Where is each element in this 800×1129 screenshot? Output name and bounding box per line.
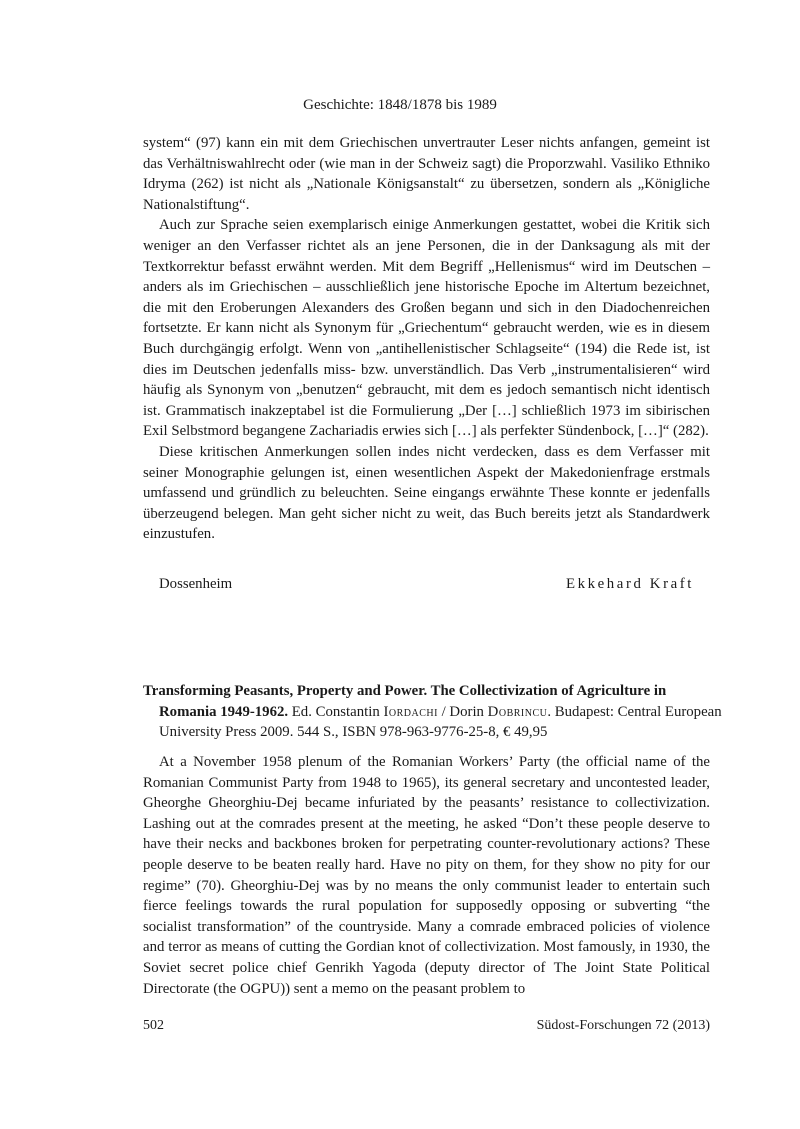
running-head: Geschichte: 1848/1878 bis 1989 (303, 97, 497, 113)
editor-separator: / Dorin (441, 703, 484, 720)
page-number: 502 (143, 1018, 164, 1033)
book-citation (143, 681, 726, 743)
book-title: Transforming Peasants, Property and Power. The Collectivization of Agriculture in Romania 1949-1962. (143, 683, 667, 720)
publication-details: . Budapest: Central European University Press 2009. 544 S., ISBN 978-963-9776-25-8, € 49,95 (159, 703, 722, 741)
editor-surname: Dobrincu (487, 703, 548, 720)
review-body-english (143, 752, 710, 999)
paragraph: system“ (97) kann ein mit dem Griechischen unvertrauter Leser nichts anfangen, gemeint ist das Verhältniswahlrecht oder (wie man in der Schweiz sagt) die Proporzwahl. Vasiliko Ethniko Idryma (262) ist nicht als „Nationale Königsanstalt“ zu übersetzen, sondern als „Königliche Nationalstiftung“. (143, 135, 710, 213)
editor-surname: Iordachi (383, 703, 438, 720)
signature-reviewer: Ekkehard Kraft (565, 576, 694, 592)
page-footer (143, 1018, 710, 1034)
review-body-german (143, 133, 710, 545)
paragraph: Auch zur Sprache seien exemplarisch einige Anmerkungen gestattet, wobei die Kritik sich weniger an den Verfasser richtet als an jene Personen, die in der Danksagung als mit der Textkorrektur befasst erwähnt werden. Mit dem Begriff „Hellenismus“ wird im Deutschen – anders als im Griechischen – ausschließlich jene historische Epoche im Altertum bezeichnet, die mit den Eroberungen Alexanders des Großen begann und sich in den Diadochenreichen fortsetzte. Er kann nicht als Synonym für „Griechentum“ gebraucht werden, wie es in diesem Buch durchgängig erfolgt. Wenn von „antihellenistischer Schlagseite“ (194) die Rede ist, ist dies im Deutschen jedenfalls miss- bzw. unverständlich. Das Verb „instrumentalisieren“ wird häufig als Synonym von „benutzen“ gebraucht, mit dem es jedoch semantisch nicht identisch ist. Grammatisch inakzeptabel ist die Formulierung „Der […] schließlich 1973 im sibirischen Exil Selbstmord begangene Zachariadis erwies sich […] als perfekter Sündenbock, […]“ (282). (143, 217, 710, 440)
paragraph: At a November 1958 plenum of the Romanian Workers’ Party (the official name of the Romanian Communist Party from 1948 to 1965), its general secretary and uncontested leader, Gheorghe Gheorghiu-Dej became infuriated by the peasants’ resistance to collectivization. Lashing out at the comrades present at the meeting, he asked “Don’t these people deserve to have their necks and backbones broken for perpetrating counter-revolutionary actions? These people deserve to be beaten really hard. Have no pity on them, for they show no pity for our regime” (70). Gheorghiu-Dej was by no means the only communist leader to entertain such fierce feelings towards the rural population for supposedly opposing or subverting “the socialist transformation” of the countryside. Many a comrade embraced policies of violence and terror as means of cutting the Gordian knot of collectivization. Most famously, in 1930, the Soviet secret police chief Genrikh Yagoda (deputy director of The Joint State Political Directorate (the OGPU)) sent a memo on the peasant problem to (143, 754, 710, 997)
paragraph: Diese kritischen Anmerkungen sollen indes nicht verdecken, dass es dem Verfasser mit seiner Monographie gelungen ist, einen wesentlichen Aspekt der Makedonienfrage erstmals umfassend und gründlich zu beleuchten. Seine eingangs erwähnte These konnte er jedenfalls überzeugend belegen. Man geht sicher nicht zu weit, das Buch bereits jetzt als Standardwerk einzustufen. (143, 443, 710, 543)
signature-place: Dossenheim (159, 576, 233, 592)
journal-reference: Südost-Forschungen 72 (2013) (536, 1018, 710, 1033)
editor-prefix: Ed. Constantin (291, 703, 380, 720)
review-signature (159, 576, 694, 593)
